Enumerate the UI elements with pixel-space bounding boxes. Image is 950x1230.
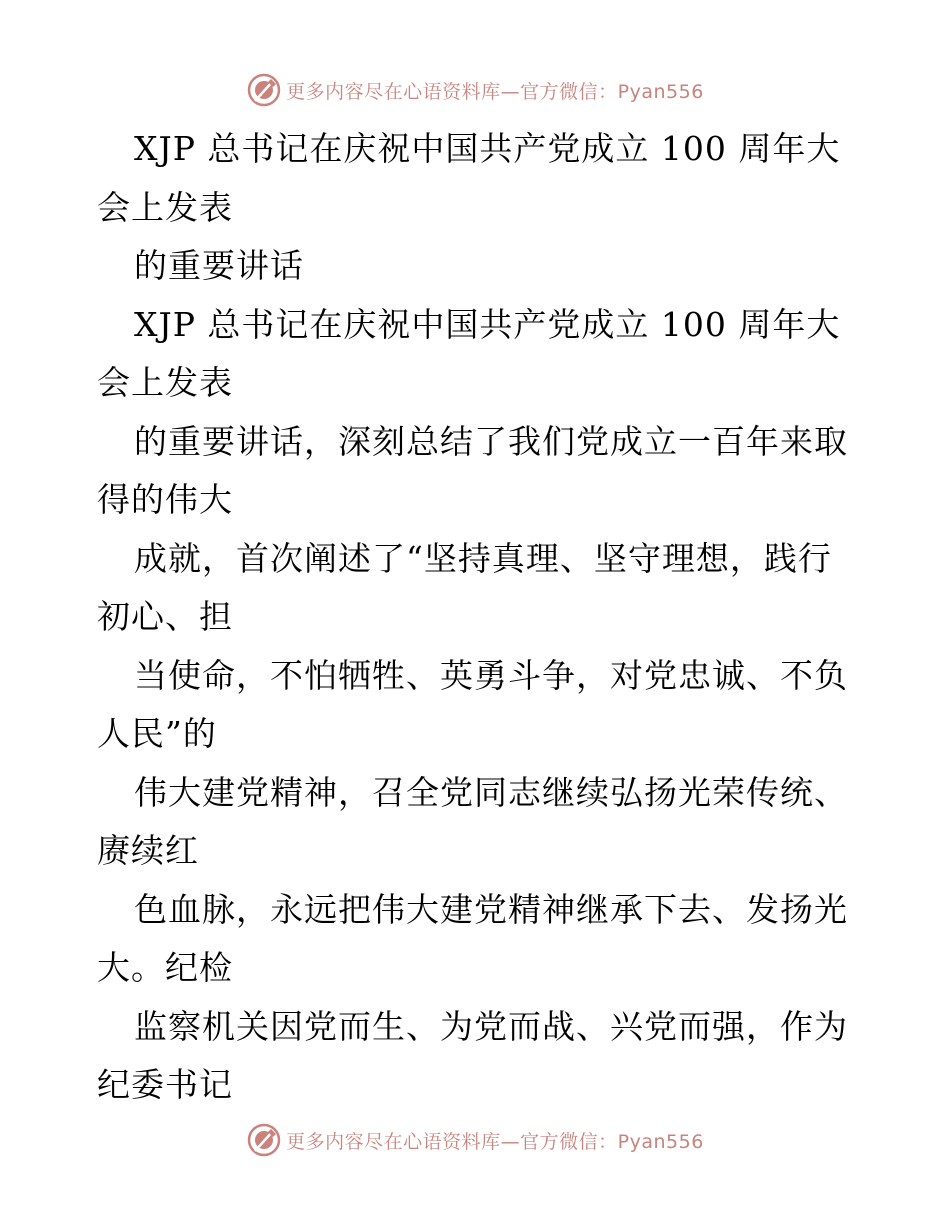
document-body [97, 120, 857, 1115]
text-line-8: 成就，首次阐述了“坚持真理、坚守理想，践行 [134, 538, 832, 578]
text-line-7: 得的伟大 [97, 480, 233, 519]
text-line-6: 的重要讲话，深刻总结了我们党成立一百年来取 [134, 421, 848, 461]
text-line-3: 的重要讲话 [134, 246, 304, 285]
text-line-2: 会上发表 [97, 187, 233, 227]
text-line-10: 当使命，不怕牺牲、英勇斗争，对党忠诚、不负 [134, 655, 848, 695]
text-line-12: 伟大建党精神，召全党同志继续弘扬光荣传统、 [134, 772, 848, 812]
text-line-15: 大。纪检 [97, 948, 233, 987]
footer-watermark-banner [0, 1120, 950, 1160]
text-line-11: 人民”的 [97, 714, 217, 753]
header-watermark-banner [0, 70, 950, 110]
pen-seal-icon [246, 72, 282, 108]
text-line-4: XJP 总书记在庆祝中国共产党成立 100 周年大 [134, 304, 841, 344]
text-line-16: 监察机关因党而生、为党而战、兴党而强，作为 [134, 1006, 848, 1046]
text-line-5: 会上发表 [97, 363, 233, 402]
header-watermark-text: 更多内容尽在心语资料库—官方微信：Pyan556 [286, 80, 704, 103]
footer-watermark-text: 更多内容尽在心语资料库—官方微信：Pyan556 [286, 1130, 704, 1153]
text-line-1: XJP 总书记在庆祝中国共产党成立 100 周年大 [134, 129, 841, 168]
pen-seal-icon [246, 1122, 282, 1158]
text-line-9: 初心、担 [97, 597, 233, 636]
text-line-14: 色血脉，永远把伟大建党精神继承下去、发扬光 [134, 889, 848, 929]
text-line-17: 纪委书记 [97, 1065, 233, 1104]
text-line-13: 赓续红 [97, 831, 199, 870]
